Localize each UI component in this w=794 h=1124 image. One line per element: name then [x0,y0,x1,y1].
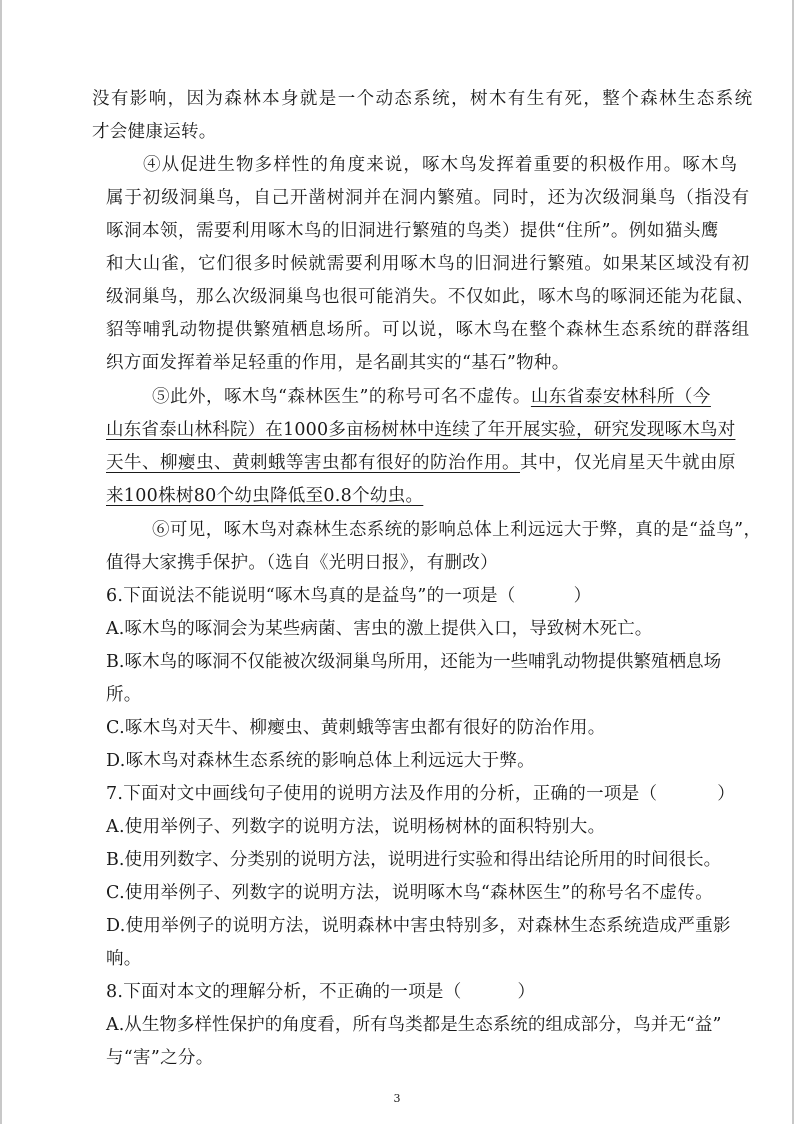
underlined-sentence-part-1: 山东省泰安林科所（今 [530,387,711,407]
question-6-option-d: D.啄木鸟对森林生态系统的影响总体上利远远大于弊。 [106,751,535,771]
question-7-option-d-cont: 响。 [106,949,142,969]
paragraph-4-line-1: ④从促进生物多样性的角度来说，啄木鸟发挥着重要的积极作用。啄木鸟 [143,155,739,175]
question-7-option-c: C.使用举例子、列数字的说明方法，说明啄木鸟“森林医生”的称号名不虚传。 [106,883,714,903]
question-7-option-d: D.使用举例子的说明方法，说明森林中害虫特别多，对森林生态系统造成严重影 [106,916,731,936]
question-8-option-a: A.从生物多样性保护的角度看，所有鸟类都是生态系统的组成部分，鸟并无“益” [106,1015,722,1035]
question-6-option-a: A.啄木鸟的啄洞会为某些病菌、害虫的激上提供入口，导致树木死亡。 [106,619,653,639]
underlined-sentence-part-2: 山东省泰山林科院）在1000多亩杨树林中连续了年开展实验，研究发现啄木鸟对 [106,420,736,440]
paragraph-6-line-1: ⑥可见，啄木鸟对森林生态系统的影响总体上利远远大于弊，真的是“益鸟”， [152,520,762,540]
paragraph-5-line-1-text: ⑤此外，啄木鸟“森林医生”的称号可名不虚传。 [152,387,531,407]
paragraph-4-line-3: 啄洞本领，需要利用啄木鸟的旧洞进行繁殖的鸟类）提供“住所”。例如猫头鹰 [106,221,719,241]
paragraph-5-line-3-text: 其中，仅光肩星天牛就由原 [520,453,736,473]
question-6-option-c: C.啄木鸟对天牛、柳瘿虫、黄刺蛾等害虫都有很好的防治作用。 [106,718,606,738]
underlined-sentence-part-4: 来100株树80个幼虫降低至0.8个幼虫。 [106,486,424,506]
question-7-option-a: A.使用举例子、列数字的说明方法，说明杨树林的面积特别大。 [106,817,606,837]
question-8-stem-text: 8.下面对本文的理解分析，不正确的一项是（ [106,982,462,1002]
question-7-option-b: B.使用列数字、分类别的说明方法，说明进行实验和得出结论所用的时间很长。 [106,850,722,870]
question-7-close-paren: ） [717,784,736,804]
paragraph-6-line-2: 值得大家携手保护。（选自《光明日报》，有删改） [106,553,498,573]
paragraph-3-line-2: 才会健康运转。 [92,122,217,142]
underlined-sentence-part-3: 天牛、柳瘿虫、黄刺蛾等害虫都有很好的防治作用。 [106,453,520,473]
question-8-option-a-cont: 与“害”之分。 [106,1048,214,1068]
question-7-stem [106,782,735,806]
question-8-close-paren: ） [517,982,536,1002]
paragraph-5-line-1 [152,385,711,409]
paragraph-4-line-2: 属于初级洞巢鸟，自己开凿树洞并在洞内繁殖。同时，还为次级洞巢鸟（指没有 [106,188,750,208]
question-6-option-b-cont: 所。 [106,685,142,705]
paragraph-4-line-5: 级洞巢鸟，那么次级洞巢鸟也很可能消失。不仅如此，啄木鸟的啄洞还能为花鼠、 [106,287,754,307]
question-7-stem-text: 7.下面对文中画线句子使用的说明方法及作用的分析，正确的一项是（ [106,784,658,804]
page-number: 3 [393,1092,401,1105]
question-6-option-b: B.啄木鸟的啄洞不仅能被次级洞巢鸟所用，还能为一些哺乳动物提供繁殖栖息场 [106,652,722,672]
question-6-close-paren: ） [573,586,592,606]
paragraph-4-line-4: 和大山雀，它们很多时候就需要利用啄木鸟的旧洞进行繁殖。如果某区域没有初 [106,254,750,274]
question-8-stem [106,980,535,1004]
paragraph-3-line-1: 没有影响，因为森林本身就是一个动态系统，树木有生有死，整个森林生态系统 [92,89,754,109]
paragraph-4-line-6: 貂等哺乳动物提供繁殖栖息场所。可以说，啄木鸟在整个森林生态系统的群落组 [106,320,750,340]
paragraph-4-line-7: 织方面发挥着举足轻重的作用，是名副其实的“基石”物种。 [106,353,570,373]
question-6-stem-text: 6.下面说法不能说明“啄木鸟真的是益鸟”的一项是（ [106,586,516,606]
question-6-stem [106,584,591,608]
paragraph-5-line-3 [106,451,736,475]
scan-left-edge [0,0,2,1124]
